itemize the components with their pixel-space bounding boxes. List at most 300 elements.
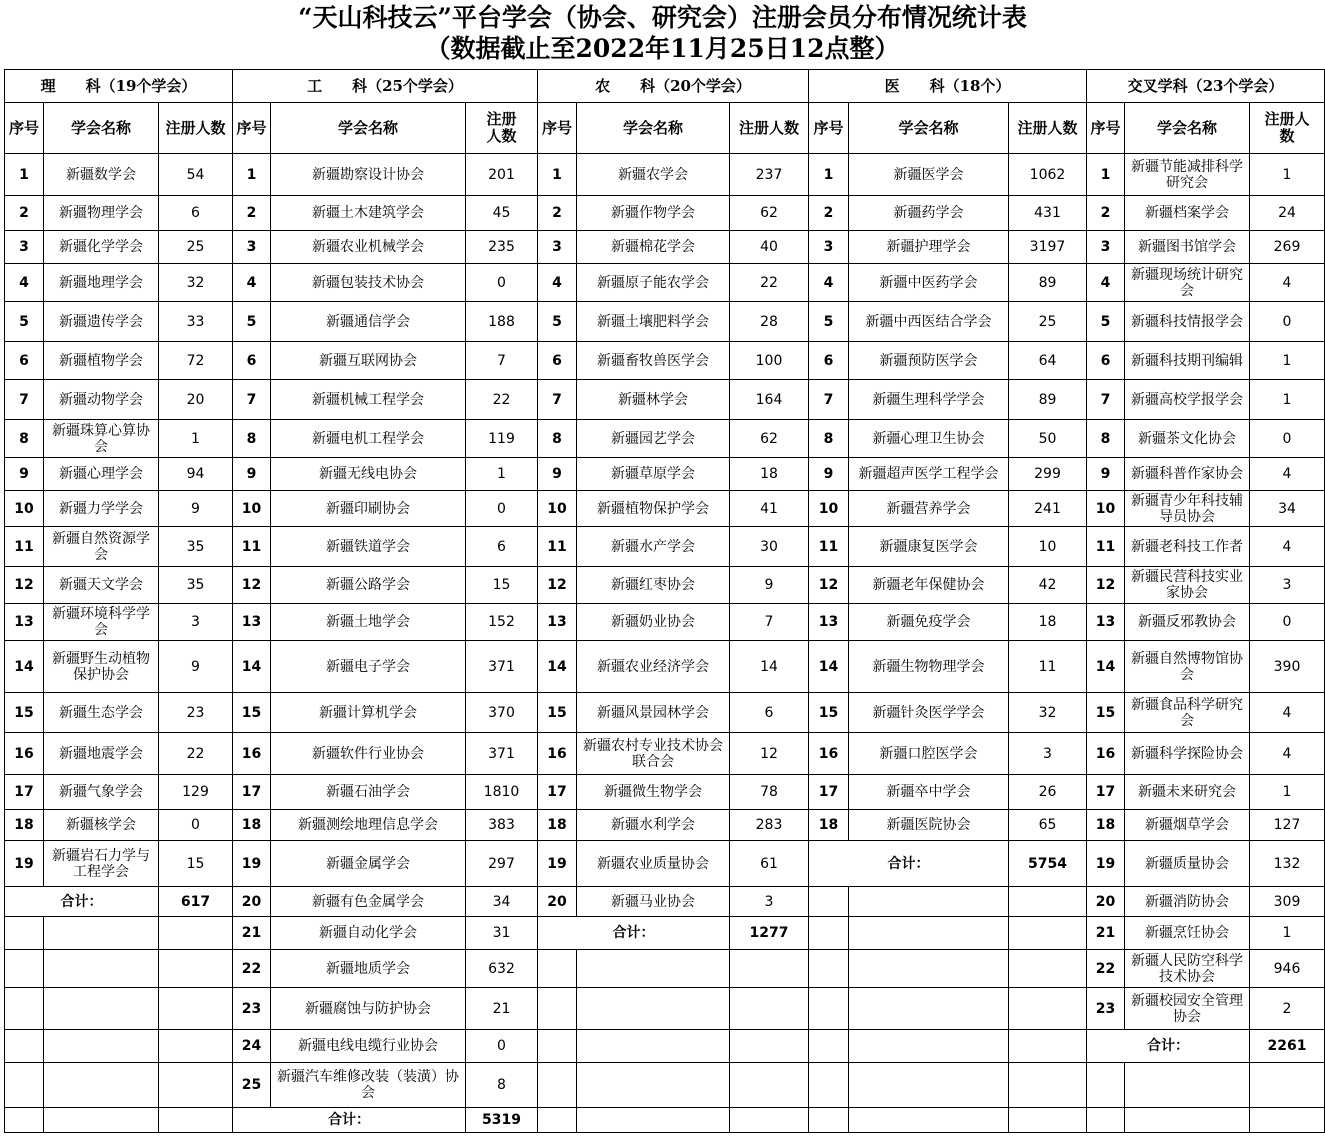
row-society-name[interactable] (849, 302, 1009, 342)
row-member-count[interactable]: 390 (1250, 641, 1325, 693)
row-society-name[interactable] (44, 154, 159, 196)
row-member-count[interactable]: 0 (1250, 604, 1325, 641)
empty-cell[interactable] (577, 1063, 730, 1108)
row-member-count[interactable]: 152 (466, 604, 538, 641)
row-society-name[interactable] (44, 420, 159, 458)
empty-cell[interactable] (5, 1063, 44, 1108)
empty-cell[interactable] (5, 917, 44, 950)
empty-cell[interactable] (577, 988, 730, 1030)
row-society-name[interactable] (271, 950, 466, 988)
row-society-name[interactable] (271, 264, 466, 302)
empty-cell[interactable] (159, 950, 233, 988)
row-seq[interactable]: 18 (538, 810, 577, 841)
row-member-count[interactable]: 9 (159, 641, 233, 693)
row-society-name[interactable] (44, 264, 159, 302)
row-society-name[interactable] (849, 264, 1009, 302)
row-seq[interactable]: 8 (1087, 420, 1125, 458)
row-seq[interactable]: 8 (538, 420, 577, 458)
row-society-name[interactable] (271, 231, 466, 264)
row-member-count[interactable]: 119 (466, 420, 538, 458)
total-value[interactable]: 5319 (466, 1108, 538, 1133)
empty-cell[interactable] (5, 1108, 44, 1133)
row-seq[interactable]: 1 (809, 154, 849, 196)
row-society-name[interactable] (1125, 567, 1250, 604)
row-society-name[interactable] (271, 342, 466, 380)
empty-cell[interactable] (1009, 917, 1087, 950)
row-seq[interactable]: 6 (233, 342, 271, 380)
row-seq[interactable]: 13 (809, 604, 849, 641)
row-member-count[interactable]: 283 (730, 810, 809, 841)
row-society-name[interactable] (1125, 154, 1250, 196)
empty-cell[interactable] (809, 1030, 849, 1063)
row-seq[interactable]: 17 (809, 775, 849, 810)
row-seq[interactable]: 6 (5, 342, 44, 380)
row-seq[interactable]: 21 (1087, 917, 1125, 950)
row-seq[interactable]: 5 (809, 302, 849, 342)
empty-cell[interactable] (849, 1030, 1009, 1063)
row-member-count[interactable]: 309 (1250, 887, 1325, 917)
row-seq[interactable]: 4 (5, 264, 44, 302)
row-member-count[interactable]: 269 (1250, 231, 1325, 264)
row-seq[interactable]: 10 (809, 491, 849, 527)
row-member-count[interactable]: 0 (466, 491, 538, 527)
row-member-count[interactable]: 3 (730, 887, 809, 917)
row-society-name[interactable] (577, 887, 730, 917)
row-seq[interactable]: 20 (1087, 887, 1125, 917)
total-value[interactable]: 1277 (730, 917, 809, 950)
row-society-name[interactable] (577, 420, 730, 458)
row-seq[interactable]: 11 (538, 527, 577, 567)
row-society-name[interactable] (44, 458, 159, 491)
row-society-name[interactable] (271, 988, 466, 1030)
row-society-name[interactable] (1125, 988, 1250, 1030)
row-seq[interactable]: 4 (809, 264, 849, 302)
row-society-name[interactable] (849, 380, 1009, 420)
empty-cell[interactable] (159, 1063, 233, 1108)
row-seq[interactable]: 24 (233, 1030, 271, 1063)
row-society-name[interactable] (849, 420, 1009, 458)
row-seq[interactable]: 2 (233, 196, 271, 231)
row-member-count[interactable]: 34 (466, 887, 538, 917)
row-seq[interactable]: 8 (5, 420, 44, 458)
empty-cell[interactable] (44, 917, 159, 950)
row-society-name[interactable] (577, 604, 730, 641)
row-society-name[interactable] (271, 641, 466, 693)
row-seq[interactable]: 15 (1087, 693, 1125, 733)
row-member-count[interactable]: 22 (730, 264, 809, 302)
row-seq[interactable]: 9 (5, 458, 44, 491)
row-member-count[interactable]: 8 (466, 1063, 538, 1108)
row-member-count[interactable]: 22 (466, 380, 538, 420)
row-seq[interactable]: 20 (538, 887, 577, 917)
row-society-name[interactable] (1125, 604, 1250, 641)
row-member-count[interactable]: 7 (730, 604, 809, 641)
row-society-name[interactable] (1125, 810, 1250, 841)
empty-cell[interactable] (159, 1108, 233, 1133)
row-society-name[interactable] (44, 775, 159, 810)
row-society-name[interactable] (44, 302, 159, 342)
row-seq[interactable]: 12 (1087, 567, 1125, 604)
row-society-name[interactable] (271, 420, 466, 458)
row-member-count[interactable]: 25 (1009, 302, 1087, 342)
row-seq[interactable]: 9 (809, 458, 849, 491)
row-society-name[interactable] (1125, 693, 1250, 733)
row-member-count[interactable]: 3 (1250, 567, 1325, 604)
row-seq[interactable]: 11 (809, 527, 849, 567)
row-seq[interactable]: 14 (809, 641, 849, 693)
empty-cell[interactable] (730, 950, 809, 988)
row-society-name[interactable] (271, 302, 466, 342)
row-seq[interactable]: 5 (5, 302, 44, 342)
row-society-name[interactable] (849, 154, 1009, 196)
row-seq[interactable]: 15 (809, 693, 849, 733)
row-seq[interactable]: 17 (538, 775, 577, 810)
row-society-name[interactable] (44, 231, 159, 264)
row-member-count[interactable]: 1 (466, 458, 538, 491)
row-seq[interactable]: 10 (1087, 491, 1125, 527)
row-society-name[interactable] (1125, 950, 1250, 988)
row-seq[interactable]: 16 (538, 733, 577, 775)
row-society-name[interactable] (849, 458, 1009, 491)
row-member-count[interactable]: 18 (730, 458, 809, 491)
row-member-count[interactable]: 28 (730, 302, 809, 342)
empty-cell[interactable] (538, 1030, 577, 1063)
row-seq[interactable]: 19 (5, 841, 44, 887)
row-society-name[interactable] (577, 231, 730, 264)
row-seq[interactable]: 3 (1087, 231, 1125, 264)
empty-cell[interactable] (538, 950, 577, 988)
total-value[interactable]: 5754 (1009, 841, 1087, 887)
total-value[interactable]: 617 (159, 887, 233, 917)
row-member-count[interactable]: 100 (730, 342, 809, 380)
row-seq[interactable]: 8 (809, 420, 849, 458)
row-member-count[interactable]: 62 (730, 196, 809, 231)
row-member-count[interactable]: 4 (1250, 733, 1325, 775)
row-society-name[interactable] (577, 302, 730, 342)
row-seq[interactable]: 17 (5, 775, 44, 810)
row-society-name[interactable] (1125, 342, 1250, 380)
row-seq[interactable]: 1 (538, 154, 577, 196)
empty-cell[interactable] (159, 917, 233, 950)
row-seq[interactable]: 18 (809, 810, 849, 841)
row-seq[interactable]: 16 (5, 733, 44, 775)
row-society-name[interactable] (1125, 641, 1250, 693)
row-society-name[interactable] (577, 693, 730, 733)
row-member-count[interactable]: 34 (1250, 491, 1325, 527)
row-society-name[interactable] (849, 733, 1009, 775)
row-society-name[interactable] (44, 693, 159, 733)
row-society-name[interactable] (44, 604, 159, 641)
empty-cell[interactable] (1250, 1063, 1325, 1108)
row-society-name[interactable] (44, 641, 159, 693)
empty-cell[interactable] (1087, 1108, 1125, 1133)
empty-cell[interactable] (1009, 988, 1087, 1030)
row-member-count[interactable]: 23 (159, 693, 233, 733)
row-seq[interactable]: 18 (1087, 810, 1125, 841)
row-member-count[interactable]: 33 (159, 302, 233, 342)
row-member-count[interactable]: 299 (1009, 458, 1087, 491)
row-seq[interactable]: 11 (233, 527, 271, 567)
row-member-count[interactable]: 1 (159, 420, 233, 458)
row-member-count[interactable]: 40 (730, 231, 809, 264)
row-society-name[interactable] (849, 342, 1009, 380)
row-member-count[interactable]: 4 (1250, 527, 1325, 567)
empty-cell[interactable] (538, 1108, 577, 1133)
row-seq[interactable]: 3 (233, 231, 271, 264)
empty-cell[interactable] (730, 988, 809, 1030)
row-member-count[interactable]: 383 (466, 810, 538, 841)
row-seq[interactable]: 9 (233, 458, 271, 491)
row-member-count[interactable]: 21 (466, 988, 538, 1030)
row-member-count[interactable]: 1 (1250, 380, 1325, 420)
row-seq[interactable]: 22 (1087, 950, 1125, 988)
row-society-name[interactable] (1125, 231, 1250, 264)
total-label[interactable]: 合计： (538, 917, 730, 950)
row-seq[interactable]: 7 (233, 380, 271, 420)
row-society-name[interactable] (271, 604, 466, 641)
empty-cell[interactable] (5, 1030, 44, 1063)
row-seq[interactable]: 5 (1087, 302, 1125, 342)
row-society-name[interactable] (577, 733, 730, 775)
empty-cell[interactable] (809, 917, 849, 950)
row-member-count[interactable]: 4 (1250, 458, 1325, 491)
row-society-name[interactable] (271, 567, 466, 604)
row-seq[interactable]: 19 (233, 841, 271, 887)
row-society-name[interactable] (577, 458, 730, 491)
row-seq[interactable]: 4 (233, 264, 271, 302)
empty-cell[interactable] (849, 887, 1009, 917)
row-member-count[interactable]: 0 (1250, 420, 1325, 458)
row-society-name[interactable] (271, 693, 466, 733)
row-seq[interactable]: 23 (1087, 988, 1125, 1030)
empty-cell[interactable] (44, 950, 159, 988)
row-member-count[interactable]: 89 (1009, 264, 1087, 302)
row-member-count[interactable]: 15 (466, 567, 538, 604)
row-seq[interactable]: 10 (233, 491, 271, 527)
row-society-name[interactable] (1125, 420, 1250, 458)
empty-cell[interactable] (44, 1063, 159, 1108)
row-member-count[interactable]: 62 (730, 420, 809, 458)
row-seq[interactable]: 11 (1087, 527, 1125, 567)
empty-cell[interactable] (849, 1108, 1009, 1133)
empty-cell[interactable] (809, 950, 849, 988)
row-seq[interactable]: 3 (809, 231, 849, 264)
row-society-name[interactable] (849, 491, 1009, 527)
row-society-name[interactable] (1125, 887, 1250, 917)
row-society-name[interactable] (577, 527, 730, 567)
row-society-name[interactable] (1125, 458, 1250, 491)
empty-cell[interactable] (809, 988, 849, 1030)
empty-cell[interactable] (1125, 1108, 1250, 1133)
row-society-name[interactable] (1125, 264, 1250, 302)
row-society-name[interactable] (577, 810, 730, 841)
row-society-name[interactable] (577, 380, 730, 420)
row-society-name[interactable] (44, 380, 159, 420)
empty-cell[interactable] (1125, 1063, 1250, 1108)
empty-cell[interactable] (849, 988, 1009, 1030)
row-seq[interactable]: 13 (1087, 604, 1125, 641)
row-member-count[interactable]: 2 (1250, 988, 1325, 1030)
row-member-count[interactable]: 1 (1250, 775, 1325, 810)
row-seq[interactable]: 12 (809, 567, 849, 604)
empty-cell[interactable] (809, 887, 849, 917)
row-member-count[interactable]: 10 (1009, 527, 1087, 567)
row-seq[interactable]: 9 (538, 458, 577, 491)
row-member-count[interactable]: 7 (466, 342, 538, 380)
row-seq[interactable]: 19 (1087, 841, 1125, 887)
row-society-name[interactable] (577, 264, 730, 302)
row-member-count[interactable]: 371 (466, 641, 538, 693)
row-member-count[interactable]: 1 (1250, 917, 1325, 950)
row-seq[interactable]: 4 (1087, 264, 1125, 302)
empty-cell[interactable] (730, 1063, 809, 1108)
row-society-name[interactable] (44, 841, 159, 887)
row-member-count[interactable]: 0 (466, 1030, 538, 1063)
row-member-count[interactable]: 31 (466, 917, 538, 950)
row-society-name[interactable] (1125, 196, 1250, 231)
row-seq[interactable]: 1 (5, 154, 44, 196)
row-seq[interactable]: 13 (538, 604, 577, 641)
row-member-count[interactable]: 94 (159, 458, 233, 491)
empty-cell[interactable] (577, 1030, 730, 1063)
total-label[interactable]: 合计： (233, 1108, 466, 1133)
row-member-count[interactable]: 297 (466, 841, 538, 887)
row-member-count[interactable]: 35 (159, 527, 233, 567)
row-society-name[interactable] (44, 810, 159, 841)
total-label[interactable]: 合计： (809, 841, 1009, 887)
total-label[interactable]: 合计： (5, 887, 159, 917)
row-member-count[interactable]: 946 (1250, 950, 1325, 988)
row-society-name[interactable] (271, 733, 466, 775)
row-seq[interactable]: 1 (233, 154, 271, 196)
row-member-count[interactable]: 431 (1009, 196, 1087, 231)
row-seq[interactable]: 9 (1087, 458, 1125, 491)
row-seq[interactable]: 7 (1087, 380, 1125, 420)
empty-cell[interactable] (809, 1108, 849, 1133)
row-member-count[interactable]: 9 (159, 491, 233, 527)
row-society-name[interactable] (577, 641, 730, 693)
empty-cell[interactable] (44, 988, 159, 1030)
row-member-count[interactable]: 25 (159, 231, 233, 264)
row-member-count[interactable]: 45 (466, 196, 538, 231)
row-member-count[interactable]: 6 (159, 196, 233, 231)
row-society-name[interactable] (1125, 841, 1250, 887)
row-society-name[interactable] (1125, 527, 1250, 567)
row-society-name[interactable] (1125, 775, 1250, 810)
row-seq[interactable]: 6 (809, 342, 849, 380)
row-seq[interactable]: 10 (538, 491, 577, 527)
row-member-count[interactable]: 50 (1009, 420, 1087, 458)
row-society-name[interactable] (271, 775, 466, 810)
row-society-name[interactable] (849, 810, 1009, 841)
row-society-name[interactable] (271, 154, 466, 196)
row-member-count[interactable]: 11 (1009, 641, 1087, 693)
row-seq[interactable]: 6 (1087, 342, 1125, 380)
row-member-count[interactable]: 127 (1250, 810, 1325, 841)
row-member-count[interactable]: 235 (466, 231, 538, 264)
row-society-name[interactable] (849, 567, 1009, 604)
row-member-count[interactable]: 4 (1250, 264, 1325, 302)
row-seq[interactable]: 23 (233, 988, 271, 1030)
row-seq[interactable]: 16 (233, 733, 271, 775)
row-society-name[interactable] (271, 1063, 466, 1108)
row-seq[interactable]: 21 (233, 917, 271, 950)
row-society-name[interactable] (849, 604, 1009, 641)
row-seq[interactable]: 10 (5, 491, 44, 527)
row-seq[interactable]: 13 (5, 604, 44, 641)
row-member-count[interactable]: 14 (730, 641, 809, 693)
row-seq[interactable]: 7 (809, 380, 849, 420)
row-member-count[interactable]: 129 (159, 775, 233, 810)
row-member-count[interactable]: 72 (159, 342, 233, 380)
row-member-count[interactable]: 1 (1250, 342, 1325, 380)
row-seq[interactable]: 1 (1087, 154, 1125, 196)
row-society-name[interactable] (271, 458, 466, 491)
row-society-name[interactable] (849, 527, 1009, 567)
row-society-name[interactable] (849, 693, 1009, 733)
empty-cell[interactable] (44, 1108, 159, 1133)
row-society-name[interactable] (271, 491, 466, 527)
row-seq[interactable]: 17 (233, 775, 271, 810)
row-society-name[interactable] (44, 527, 159, 567)
row-seq[interactable]: 18 (233, 810, 271, 841)
row-seq[interactable]: 12 (233, 567, 271, 604)
row-seq[interactable]: 20 (233, 887, 271, 917)
row-society-name[interactable] (1125, 380, 1250, 420)
row-society-name[interactable] (577, 775, 730, 810)
row-member-count[interactable]: 188 (466, 302, 538, 342)
empty-cell[interactable] (1009, 950, 1087, 988)
row-seq[interactable]: 3 (538, 231, 577, 264)
row-seq[interactable]: 12 (538, 567, 577, 604)
row-society-name[interactable] (44, 196, 159, 231)
row-member-count[interactable]: 30 (730, 527, 809, 567)
empty-cell[interactable] (5, 988, 44, 1030)
row-member-count[interactable]: 6 (466, 527, 538, 567)
row-society-name[interactable] (577, 567, 730, 604)
total-label[interactable]: 合计： (1087, 1030, 1250, 1063)
row-seq[interactable]: 13 (233, 604, 271, 641)
row-member-count[interactable]: 0 (466, 264, 538, 302)
row-member-count[interactable]: 237 (730, 154, 809, 196)
row-member-count[interactable]: 1062 (1009, 154, 1087, 196)
row-member-count[interactable]: 6 (730, 693, 809, 733)
row-seq[interactable]: 4 (538, 264, 577, 302)
row-seq[interactable]: 15 (5, 693, 44, 733)
row-society-name[interactable] (44, 567, 159, 604)
row-seq[interactable]: 25 (233, 1063, 271, 1108)
row-society-name[interactable] (271, 527, 466, 567)
row-society-name[interactable] (849, 231, 1009, 264)
row-seq[interactable]: 3 (5, 231, 44, 264)
empty-cell[interactable] (1009, 1108, 1087, 1133)
empty-cell[interactable] (849, 917, 1009, 950)
row-seq[interactable]: 2 (809, 196, 849, 231)
row-society-name[interactable] (577, 154, 730, 196)
row-member-count[interactable]: 12 (730, 733, 809, 775)
row-seq[interactable]: 14 (233, 641, 271, 693)
row-society-name[interactable] (577, 841, 730, 887)
row-member-count[interactable]: 3 (159, 604, 233, 641)
row-society-name[interactable] (577, 491, 730, 527)
row-member-count[interactable]: 42 (1009, 567, 1087, 604)
row-member-count[interactable]: 20 (159, 380, 233, 420)
row-member-count[interactable]: 201 (466, 154, 538, 196)
row-seq[interactable]: 15 (233, 693, 271, 733)
row-seq[interactable]: 6 (538, 342, 577, 380)
empty-cell[interactable] (159, 988, 233, 1030)
row-member-count[interactable]: 9 (730, 567, 809, 604)
